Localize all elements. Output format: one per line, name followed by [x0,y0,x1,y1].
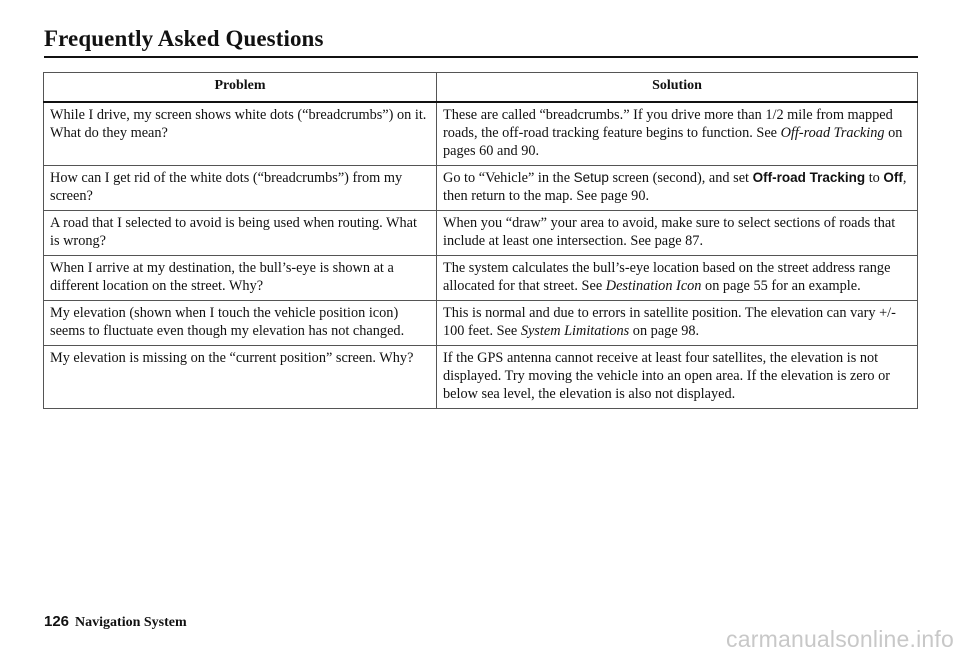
solution-cell [437,166,918,211]
setting-name: Off-road Tracking [752,170,866,185]
reference-link: System Limitations [520,323,630,339]
solution-text: to [865,170,884,186]
faq-table [43,72,918,409]
table-header-row [44,73,918,103]
table-row [44,211,918,256]
reference-link: Off-road Tracking [780,125,885,141]
solution-text: The system calculates the bull’s-eye location based on the street address range allocated for that street. See [443,260,891,294]
problem-cell: How can I get rid of the white dots (“breadcrumbs”) from my screen? [44,166,437,211]
solution-text: This is normal and due to errors in satellite position. The elevation can vary +/- 100 feet. See [443,305,896,339]
reference-link: Destination Icon [605,278,702,294]
solution-cell [437,301,918,346]
page-footer [44,613,187,631]
solution-cell [437,102,918,166]
problem-cell: A road that I selected to avoid is being used when routing. What is wrong? [44,211,437,256]
table-row [44,301,918,346]
problem-cell: When I arrive at my destination, the bull’s-eye is shown at a different location on the street. Why? [44,256,437,301]
solution-cell [437,256,918,301]
solution-text: , then return to the map. See page 90. [443,170,907,204]
problem-cell: My elevation is missing on the “current position” screen. Why? [44,346,437,409]
section-name: Navigation System [75,615,187,630]
solution-text: on page 55 for an example. [701,278,861,294]
column-header-problem: Problem [44,73,437,103]
table-row [44,256,918,301]
table-row [44,166,918,211]
problem-cell: While I drive, my screen shows white dots (“breadcrumbs”) on it. What do they mean? [44,102,437,166]
screen-name: Setup [573,170,609,185]
problem-cell: My elevation (shown when I touch the vehicle position icon) seems to fluctuate even though my elevation has not changed. [44,301,437,346]
watermark: carmanualsonline.info [726,626,954,652]
solution-cell: When you “draw” your area to avoid, make sure to select sections of roads that include at least one intersection. See page 87. [437,211,918,256]
solution-text: on pages 60 and 90. [443,125,903,159]
setting-value: Off [883,170,903,185]
table-row [44,346,918,409]
column-header-solution: Solution [437,73,918,103]
table-row [44,102,918,166]
page-number: 126 [44,613,70,630]
title-divider [44,56,918,58]
solution-text: Go to “Vehicle” in the [443,170,574,186]
solution-cell: If the GPS antenna cannot receive at least four satellites, the elevation is not displayed. Try moving the vehicle into an open area. If the elevation is zero or below sea level, the elevation is also not displayed. [437,346,918,409]
page-title: Frequently Asked Questions [44,26,324,51]
solution-text: on page 98. [629,323,700,339]
solution-text: These are called “breadcrumbs.” If you drive more than 1/2 mile from mapped roads, the off-road tracking feature begins to function. See [443,107,893,141]
solution-text: screen (second), and set [608,170,753,186]
